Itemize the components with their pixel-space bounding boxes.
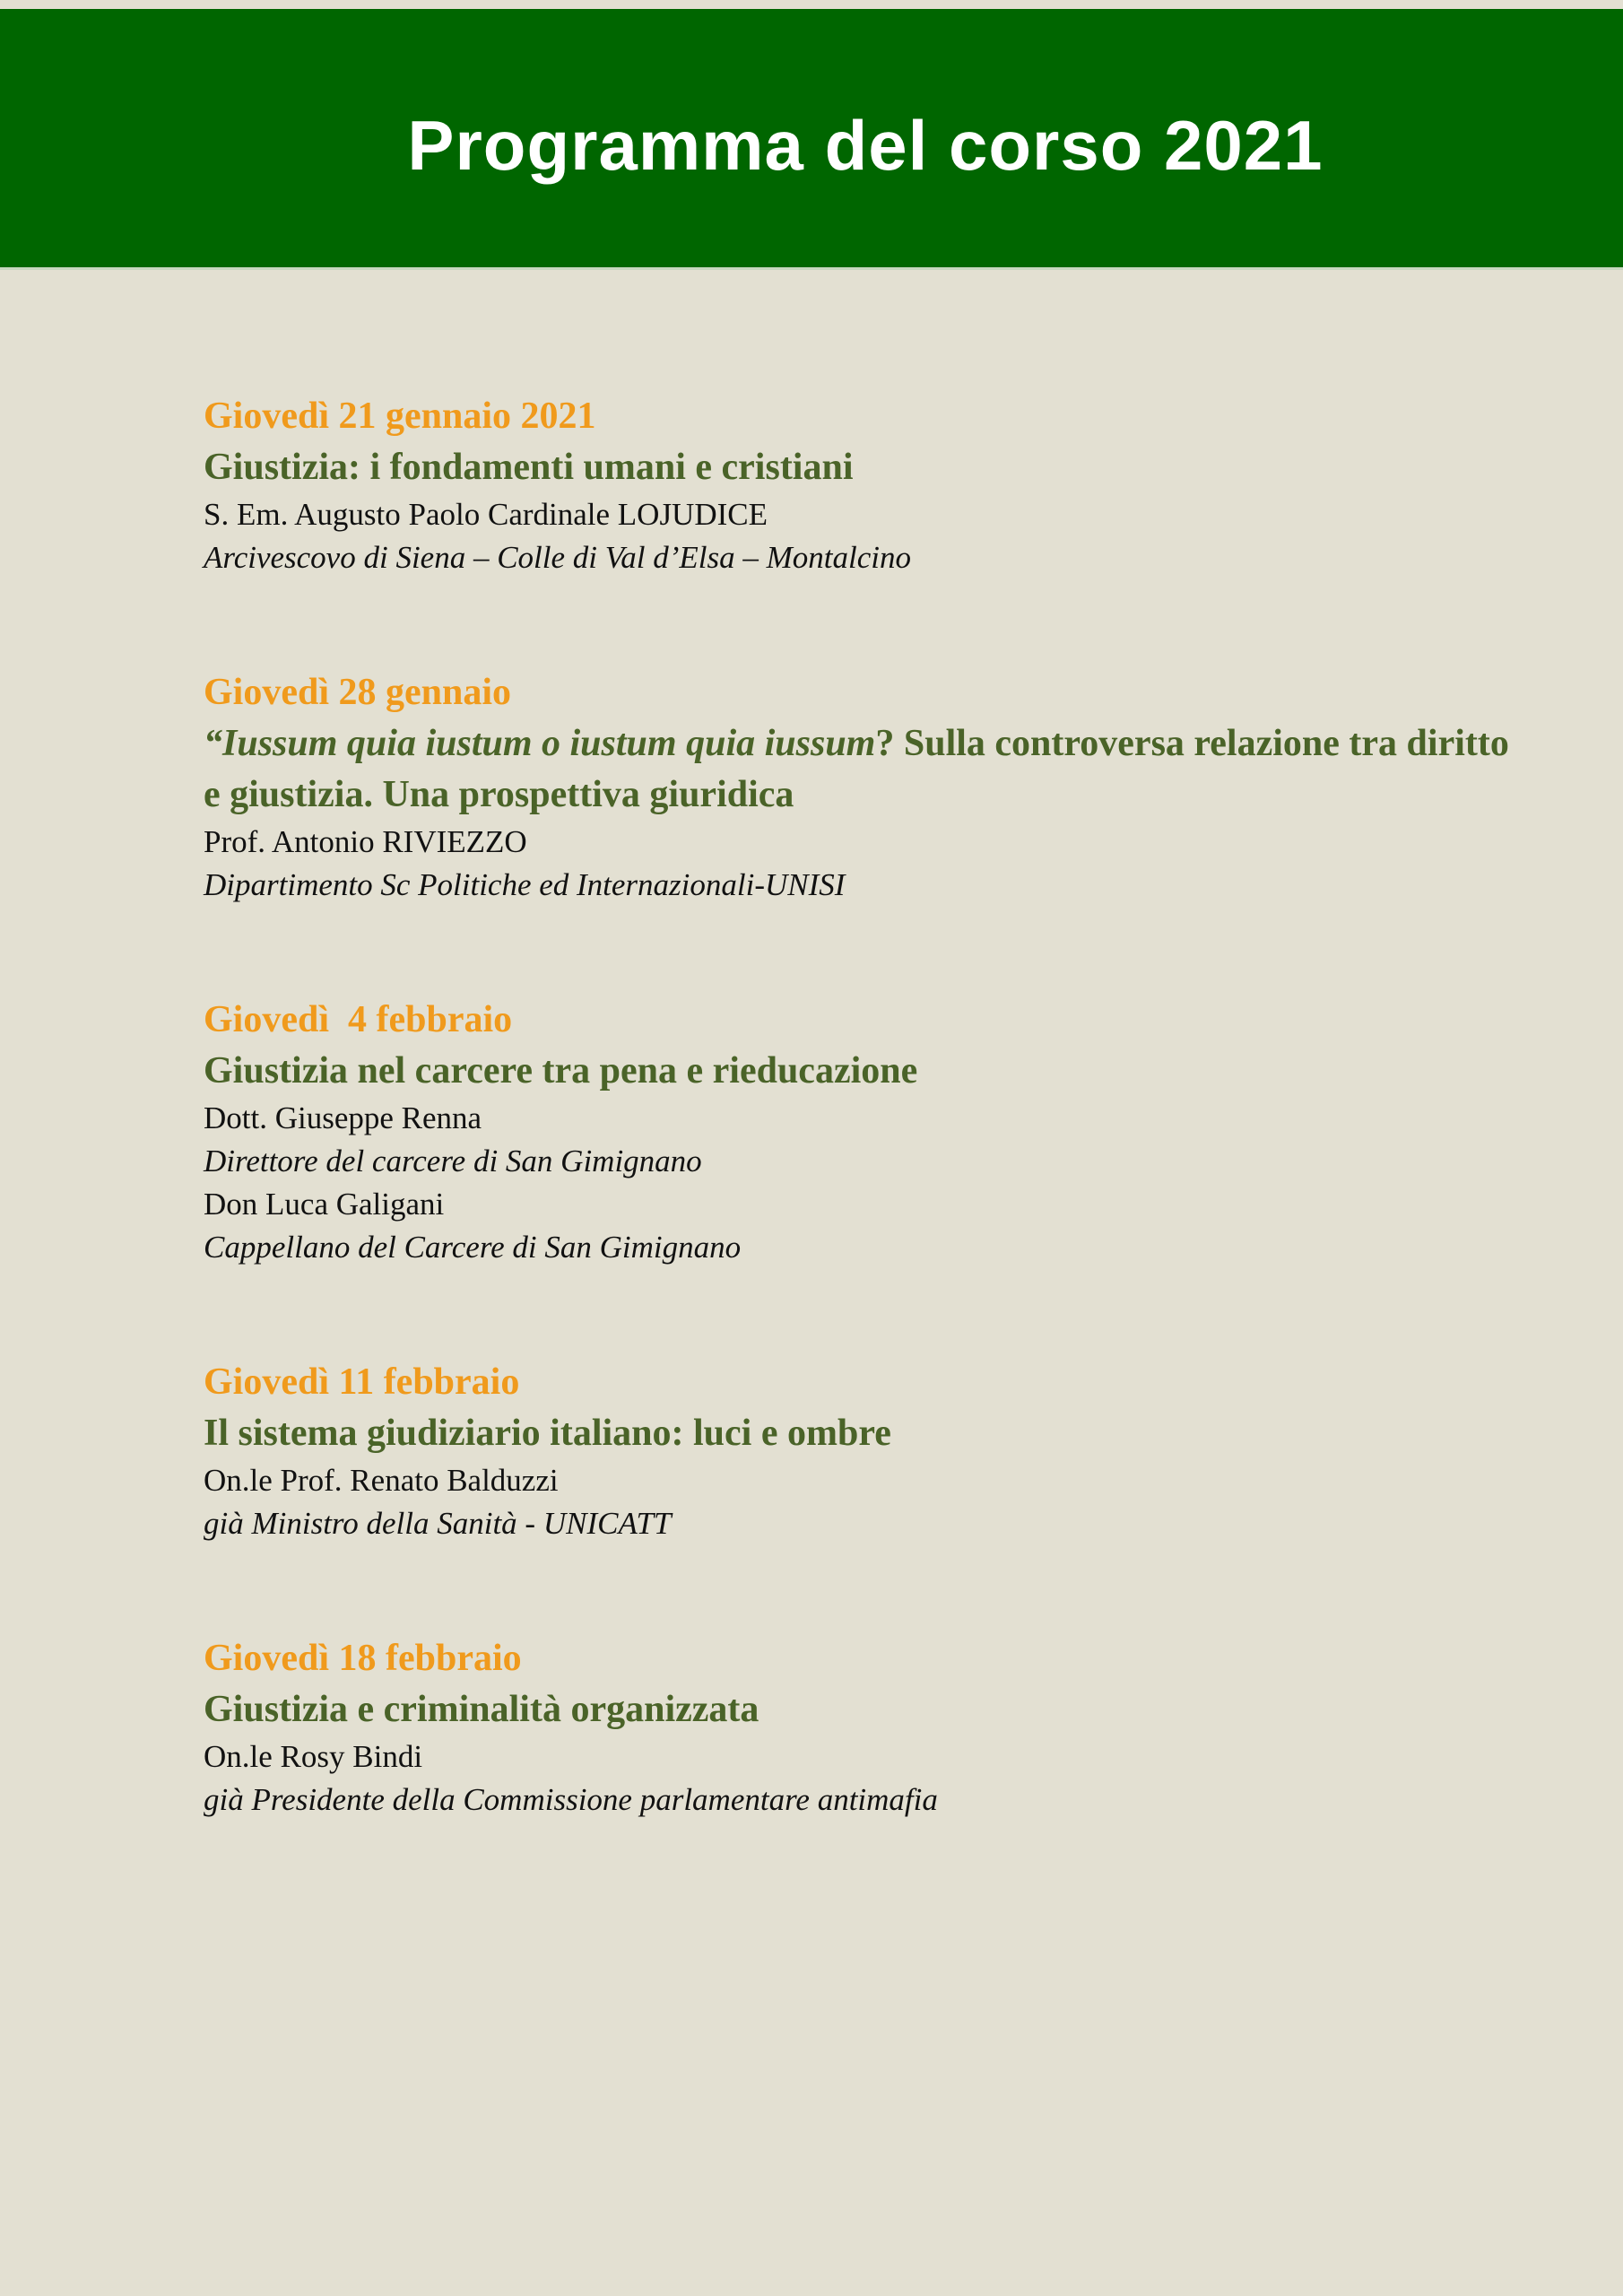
session-title xyxy=(204,718,1531,821)
page-title: Programma del corso 2021 xyxy=(407,106,1324,185)
session-date: Giovedì 21 gennaio 2021 xyxy=(204,396,596,437)
session-date: Giovedì 18 febbraio xyxy=(204,1638,522,1679)
course-program xyxy=(204,391,1531,1909)
session-5 xyxy=(204,1633,1531,1822)
speaker-role: Cappellano del Carcere di San Gimignano xyxy=(204,1230,742,1265)
session-title: Giustizia e criminalità organizzata xyxy=(204,1689,759,1730)
session-4 xyxy=(204,1357,1531,1545)
session-date: Giovedì 11 febbraio xyxy=(204,1361,520,1403)
speaker-role: Arcivescovo di Siena – Colle di Val d’Elsa – Montalcino xyxy=(204,540,911,575)
top-margin-strip xyxy=(0,0,1623,9)
speaker-name: On.le Rosy Bindi xyxy=(204,1739,423,1774)
session-title-rest: ? Sulla controversa relazione tra diritto e giustizia. Una prospettiva giuridica xyxy=(204,723,1509,815)
speaker-role: Dipartimento Sc Politiche ed Internazionali-UNISI xyxy=(204,867,846,902)
session-title: Giustizia nel carcere tra pena e rieducazione xyxy=(204,1050,918,1091)
session-title: Il sistema giudiziario italiano: luci e ombre xyxy=(204,1413,891,1454)
session-date: Giovedì 4 febbraio xyxy=(204,999,513,1040)
speaker-role: già Ministro della Sanità - UNICATT xyxy=(204,1506,672,1541)
session-title-italic: “Iussum quia iustum o iustum quia iussum xyxy=(204,723,876,764)
speaker-name: Dott. Giuseppe Renna xyxy=(204,1100,482,1135)
session-2 xyxy=(204,667,1531,907)
speaker-name: On.le Prof. Renato Balduzzi xyxy=(204,1463,559,1498)
speaker-name: Don Luca Galigani xyxy=(204,1187,445,1222)
speaker-name: Prof. Antonio RIVIEZZO xyxy=(204,824,527,859)
session-3 xyxy=(204,995,1531,1269)
speaker-role: già Presidente della Commissione parlamentare antimafia xyxy=(204,1782,938,1817)
session-title: Giustizia: i fondamenti umani e cristiani xyxy=(204,447,854,488)
speaker-role: Direttore del carcere di San Gimignano xyxy=(204,1144,702,1178)
session-date: Giovedì 28 gennaio xyxy=(204,672,512,713)
session-1 xyxy=(204,391,1531,579)
speaker-name: S. Em. Augusto Paolo Cardinale LOJUDICE xyxy=(204,497,768,532)
